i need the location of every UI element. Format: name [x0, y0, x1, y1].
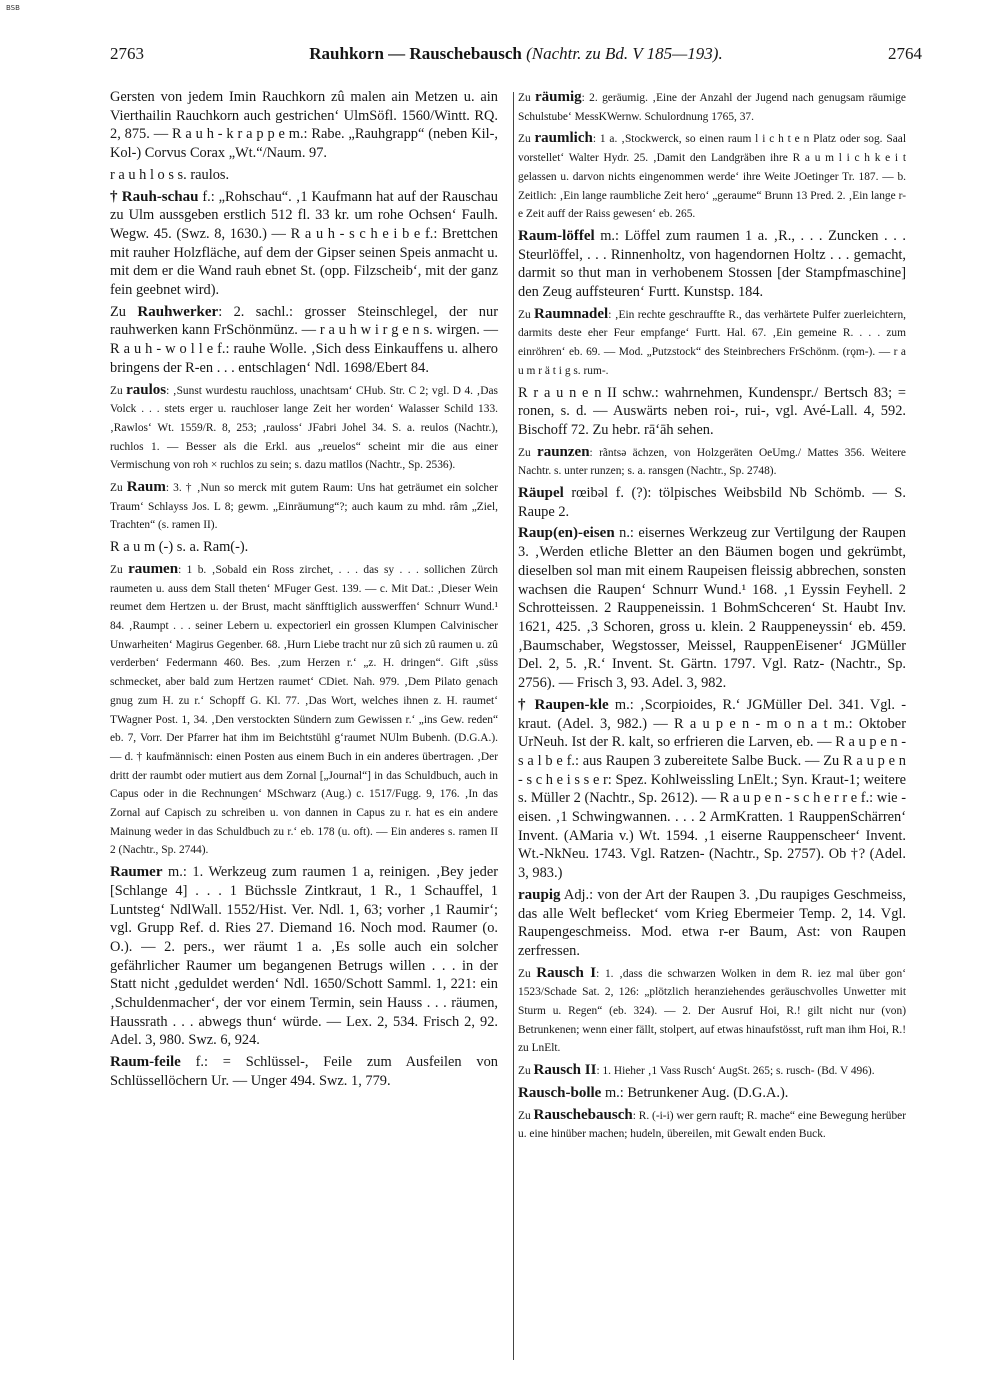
running-title-bold: Rauhkorn — Rauschebausch [309, 44, 522, 63]
entry-lemma: raumlich [534, 130, 593, 147]
entry-text: : 1. ‚dass die schwarzen Wolken in dem R. iez mal über gon‘ 1523/Schade Sat. 2, 126: „plötzlich heranziehendes geräuschvolles Unwetter mit Sturm u. Regen“ (eb. 324). — 2. Der Ausruf Hoi, R.! gilt nicht nur (von) Betrunkenen; wenn einer fällt, stolpert, auf etwas hinaufstösst, ruft man ihm Hoi, R.! zu LnElt. [518, 967, 906, 1055]
entry-prefix: Zu [518, 967, 537, 980]
dictionary-entry [518, 964, 906, 1059]
dictionary-entry [518, 886, 906, 961]
entry-text: r a u h l o s s. raulos. [110, 166, 230, 183]
entry-lemma: Rausch I [536, 964, 597, 981]
dictionary-entry [518, 1084, 906, 1103]
page-number-right: 2764 [888, 44, 922, 63]
entry-prefix: Zu [518, 133, 535, 146]
dictionary-entry [110, 863, 498, 1050]
dictionary-entry [110, 88, 498, 163]
dictionary-entry [518, 227, 906, 302]
entry-text: f.: = Schlüssel-, Feile zum Ausfeilen von Schlüssellöchern Ur. — Unger 494. Swz. 1, 779. [110, 1054, 498, 1089]
entry-lemma: Raumer [110, 864, 163, 881]
left-column [110, 88, 498, 1094]
entry-text: : R. (-i-i) wer gern rauft; R. mache“ eine Bewegung herüber u. eine hinüber machen; hudeln, übereilen, mit Gewalt enden Buck. [518, 1109, 906, 1141]
entry-lemma: Rauschebausch [533, 1106, 633, 1123]
entry-text: R r a u n e n II schw.: wahrnehmen, Kundenspr./ Bertsch 83; = ronen, s. d. — Auswärts neben roi-, rui-, vgl. Avé-Lall. 4, 592. Bischoff 72. Zu hebr. rā‘āh sehen. [518, 384, 906, 438]
dictionary-entry [110, 538, 498, 557]
page-number-left: 2763 [110, 44, 144, 63]
entry-lemma: Raum [126, 479, 166, 496]
dictionary-entry [518, 484, 906, 521]
entry-lemma: raupig [518, 886, 561, 903]
entry-lemma: raunzen [537, 443, 590, 460]
entry-prefix: Zu [518, 1109, 534, 1122]
running-title [110, 44, 922, 64]
dictionary-entry [110, 560, 498, 860]
dictionary-entry [518, 524, 906, 692]
dictionary-entry [110, 166, 498, 185]
entry-lemma: † Rauh-schau [110, 188, 199, 205]
entry-prefix: Zu [518, 1065, 534, 1078]
entry-prefix: Zu [110, 563, 129, 576]
entry-prefix: Zu [518, 308, 535, 321]
column-divider [513, 92, 514, 1360]
entry-lemma: raumen [128, 560, 179, 577]
entry-prefix: Zu [110, 384, 127, 397]
entry-text: R a u m (-) s. a. Ram(-). [110, 539, 249, 556]
entry-text: m.: ‚Scorpioides, R.‘ JGMüller Del. 341. Vgl. -kraut. (Adel. 3, 982.) — R a u p e n - m o n a t m.: Oktober UrNeuh. Ist der R. kalt, so erfrieren die Larven, eb. — R a u p e n - s a l b e f.: aus Raupen 3 zubereitete Salbe Buck. — Zu R a u p e n - s c h e i s s e r: Spez. Kohlweissling LnElt.; Syn. Kraut-1; weitere s. Müller 2 (Nachtr., Sp. 2612). — R a u p e n - s c h e r r e f.: wie -eisen. ‚1 Schwingwannen. . . . 2 ArmKratten. 1 RauppenSchärren‘ Invent. (AMaria v.) Wt. 1594. ‚1 eiserne Rauppenscheer‘ Invent. Wt.-NkNeu. 1743. Vgl. Ratzen- (Nachtr., Sp. 2757). Ob †? (Adel. 3, 983.) [518, 696, 906, 882]
library-stamp: BSB [6, 4, 20, 12]
entry-text: m.: 1. Werkzeug zum raumen 1 a, reinigen. ‚Bey jeder [Schlange 4] . . . 1 Büchssle Zintkraut, 1 R., 1 Schauffel, 1 Luntsteg‘ NdlWall. 1552/Hist. Ver. Ndl. 1, 63; vorher ‚1 Raumir‘; vgl. Grupp Ref. d. Ries 27. Diemand 16. Noch mod. Raumer (o. O.). — 2. pers., wer räumt 1 a. ‚Es solle auch ein solcher gefährlicher Raumer um begangenen Betrugs willen . . . in der Statt nicht ‚geduldet werden‘ Ndl. 1650/Schott Samml. 1, 221: ein ‚Schuldenmacher‘, der vor einem Termin, sein Hauss . . . räumen, Haussrath . . . abwegs thun‘ würde. — Lex. 2, 534. Frisch 2, 92. Adel. 3, 980. Swz. 6, 924. [110, 864, 498, 1049]
entry-text: : 2. geräumig. ‚Eine der Anzahl der Jugend nach genugsam räumige Schulstube‘ MessKWernw. Schulordnung 1765, 37. [518, 92, 906, 123]
dictionary-entry [110, 478, 498, 535]
entry-text: : 1 b. ‚Sobald ein Ross zirchet, . . . das sy . . . sollichen Zürch raumeten u. auss dem Stall theten‘ MFuger Gest. 139. — c. Mit Dat.: ‚Dieser Wein reumet dem Hertzen u. der Brust, macht sänfftiglich ausswerffen‘ Schnurr Wund.¹ 84. ‚Raumpt . . . seiner Lebern u. expectorierl ein grossen Klumpen Calvinischer Unwarheiten‘ Magirus Gegenber. 68. ‚Hurn Liebe tracht nur zû sich zû raumen u. zû verderben‘ Federmann 460. Bes. ‚zum Herzen r.‘ „z. H. dringen“. Gift ‚süss schmecket, aber bald zum Hertzen raumet‘ CDiet. Nah. 979. ‚Dem Pilato genach gnug zum H. zu r.‘ Schopff G. Kl. 77. ‚Das Wort, welches ihnen z. H. raumet‘ TWagner Post. 1, 34. ‚Den verstockten Sündern zum Gewissen r.‘ „ins Gew. reden“ eb. 7, Vorr. Der Pfarrer hat ihm im Beichtstühl g‘raumet NUlm Bubenh. (D.G.A.). — d. † kaufmännisch: einen Posten aus einem Buch in ein anderes übertragen. ‚Der dritt der raumbt oder mutiert aus dem Zornal [„Journal“] in das Schuldbuch, auch in Capus oder in die Rechnungen‘ MSchwarz (Aug.) c. 1517/Fugg. 9, 176. ‚In das Zornal auf Capisch zu schreiben u. von dannen in Capus zu r. hat es ein andere Mainung weder in das Schuldbuch zu r.‘ eb. 178 (u. oft). — Ein anderes s. ramen II 2 (Nachtr., Sp. 2744). [110, 563, 498, 857]
entry-text: rœibəl f. (?): tölpisches Weibsbild Nb Schömb. — S. Raupe 2. [518, 485, 906, 520]
dictionary-entry [110, 303, 498, 378]
dictionary-entry [518, 696, 906, 883]
entry-text: m.: Löffel zum raumen 1 a. ‚R., . . . Zuncken . . . Steurlöffel, . . . Rinnenholtz, von hagendornen Holtz . . . gemacht, darmit so thut man in verhobenem Stossen [der Stampfmaschine] den Zeug auffsteuren‘ Furtt. Kunstsp. 184. [518, 227, 906, 301]
entry-text: : rãntsə ächzen, von Holzgeräten OeUmg./ Mattes 356. Weitere Nachtr. s. unter runzen; s. a. ransgen (Nachtr., Sp. 2748). [518, 446, 906, 478]
entry-lemma: † Raupen-kle [518, 696, 609, 713]
entry-text: : 3. † ‚Nun so merck mit gutem Raum: Uns hat geträumet ein solcher Traum‘ Schlayss Jos. L 8; gewm. „Einräumung“?; auch kaum zu mhd. râm „Ziel, Trachten“ (s. ramen II). [110, 482, 498, 532]
entry-lemma: Rauhwerker [137, 303, 219, 320]
dictionary-entry [518, 1061, 906, 1081]
dictionary-entry [518, 129, 906, 224]
entry-text: Gersten von jedem Imin Rauchkorn zû malen ain Metzen u. ain Vierthailin Rauchkorn auch gestrichen‘ UlmSöfl. 1560/Wintt. RQ. 2, 875. — R a u h - k r a p p e m.: Rabe. „Rauhgrapp“ (neben Kil-, Kol-) Corvus Corax „Wt.“/Naum. 97. [110, 89, 498, 162]
entry-text: : 1 a. ‚Stockwerck, so einen raum l i c h t e n Platz oder sog. Saal vorstellet‘ Walter Hydr. 25. ‚Damit den Landgräben ihre R a u m l i c h k e i t gelassen u. darvon nichts eingenommen werde‘ ihre Weite JOetinger Tr. 187. — b. Zeitlich: ‚Ein lange raumbliche Zeit hero‘ „geraume“ Brunn 13 Pred. 2. ‚Ein lange r-e Zeit auff der Raiss gewesen‘ eb. 265. [518, 133, 906, 221]
page-header [110, 44, 922, 68]
entry-lemma: Raumnadel [534, 305, 609, 322]
dictionary-entry [518, 88, 906, 126]
entry-prefix: Zu [110, 482, 127, 495]
dictionary-entry [110, 188, 498, 300]
entry-lemma: raulos [126, 381, 167, 398]
entry-lemma: Rausch II [533, 1062, 597, 1079]
right-column [518, 88, 906, 1147]
entry-lemma: räumig [535, 89, 582, 105]
entry-lemma: Raum-löffel [518, 227, 595, 244]
entry-prefix: Zu [518, 446, 538, 459]
entry-text: : 1. Hieher ‚1 Vass Rusch‘ AugSt. 265; s. rusch- (Bd. V 496). [596, 1065, 875, 1078]
entry-text: f.: „Rohschau“. ‚1 Kaufmann hat auf der Rauschau zu Ulm aussgeben erstlich 512 fl. 33 kr. um rohe Ochsen‘ Faulh. Wegw. 45. (Swz. 8, 1630.) — R a u h - s c h e i b e f.: Brettchen mit rauher Holzfläche, auf dem der Gipser seinen Speis anmacht u. mit dem er die Wand rauh ebnet St. (opp. Filzscheib‘, mit der ganz fein geebnet wird). [110, 188, 498, 299]
entry-text: : 2. sachl.: grosser Steinschlegel, der nur rauhwerken kann FrSchönmünz. — r a u h w i r g e n s. wirgen. — R a u h - w o l l e f.: rauhe Wolle. ‚Sich dess Einkauffens u. alhero bringens der R-en . . . entschlagen‘ Ndl. 1698/Ebert 84. [110, 303, 498, 376]
entry-lemma: Räupel [518, 485, 564, 502]
dictionary-entry [518, 384, 906, 440]
dictionary-entry [518, 305, 906, 381]
dictionary-entry [518, 443, 906, 481]
dictionary-entry [110, 1053, 498, 1090]
entry-lemma: Raup(en)-eisen [518, 525, 615, 542]
dictionary-entry [110, 381, 498, 476]
entry-prefix: Zu [110, 303, 138, 320]
entry-text: : ‚Sunst wurdestu rauchloss, unachtsam‘ CHub. Str. C 2; vgl. D 4. ‚Das Volck . . . stets erger u. rauchloser lange Zeit her worden‘ Walasser Schild 133. ‚Rawlos‘ Wt. 1559/R. 8, 253; ‚rauloss‘ JFabri Johel 34. S. a. reulos (Nachtr.), ruchlos 1. — Besser als die Erkl. aus „reuelos“ scheint mir die aus einer Vermischung von roh × ruchlos zu sein; s. dazu matllos (Nachtr., Sp. 2536). [110, 384, 498, 472]
entry-text: n.: eisernes Werkzeug zur Vertilgung der Raupen 3. ‚Werden etliche Bletter an den Bäumen bogen und gekrümbt, dieselben sol man mit einem Raupeisen fleissig abbrechen, sonsten wachsen die Raupen‘ Schnurr Wund.¹ 168. ‚1 Eyssin Feyhell. 2 Schrotteissen. 2 Rauppeneissin. 1 BohmSchcerеn‘ St. Haubt Inv. 1621, 425. ‚3 Schoren, gross u. klein. 2 Rauppeneyssin‘ eb. 459. ‚Baumschaber, Wegstosser, Meissel, RauppenEisener‘ JGMüller Del. 2, 5. ‚R.‘ Invent. St. Gärtn. 1797. Vgl. Ratz- (Nachtr., Sp. 2756). — Frisch 3, 93. Adel. 3, 982. [518, 525, 906, 692]
running-title-italic: (Nachtr. zu Bd. V 185—193). [526, 44, 723, 63]
entry-lemma: Raum-feile [110, 1054, 181, 1071]
dictionary-entry [518, 1106, 906, 1144]
entry-text: : ‚Ein rechte geschrauffte R., das verhärtete Pulfer zuerleichtern, darmits deste eher Feur empfange‘ Furtt. Hal. 67. ‚Ein gemeine R. . . . zum einröhren‘ eb. 69. — Mod. „Putzstock“ des Steinbrechers FrSchönm. (rǫm-). — r a u m r ä t i g s. rum-. [518, 308, 906, 377]
entry-lemma: Rausch-bolle [518, 1084, 602, 1101]
entry-prefix: Zu [518, 92, 535, 104]
entry-text: Adj.: von der Art der Raupen 3. ‚Du raupiges Geschmeiss, das alle Welt beflecket‘ vom Krieg Ebermeier Temp. 2, 14. Vgl. Raupengeschmeiss. Mod. etwa r-er Baum, Ast: von Raupen zerfressen. [518, 886, 906, 959]
entry-text: m.: Betrunkener Aug. (D.G.A.). [601, 1084, 789, 1101]
